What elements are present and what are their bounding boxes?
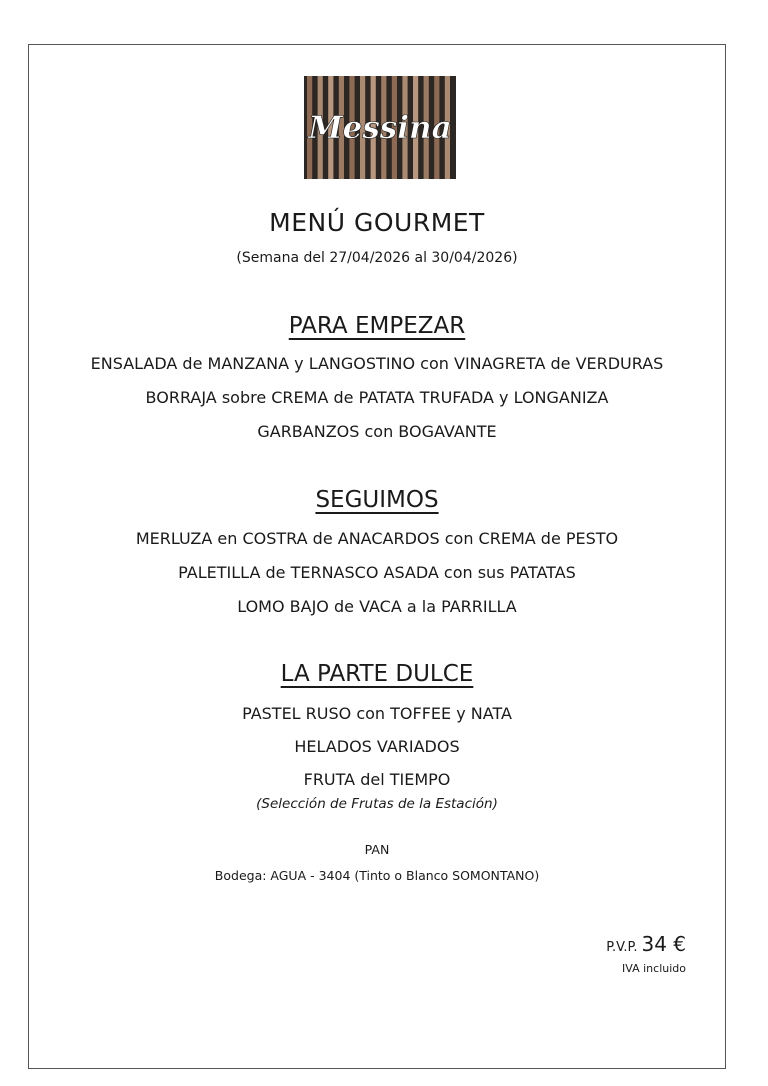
dish-item: MERLUZA en COSTRA de ANACARDOS con CREMA de PESTO [135, 529, 619, 548]
price-label: P.V.P. [606, 940, 638, 955]
dish-item: PASTEL RUSO con TOFFEE y NATA [242, 704, 512, 723]
dish-item: ENSALADA de MANZANA y LANGOSTINO con VINAGRETA de VERDURAS [90, 354, 664, 373]
menu-page-frame [28, 44, 726, 1069]
dish-note: (Selección de Frutas de la Estación) [256, 796, 498, 812]
vat-note: IVA incluido [622, 962, 686, 975]
menu-title: MENÚ GOURMET [269, 208, 485, 237]
section-heading-desserts: LA PARTE DULCE [280, 661, 474, 687]
dish-item: PALETILLA de TERNASCO ASADA con sus PATATAS [178, 563, 576, 582]
week-date-range: (Semana del 27/04/2026 al 30/04/2026) [236, 250, 518, 266]
dish-item: BORRAJA sobre CREMA de PATATA TRUFADA y LONGANIZA [145, 388, 609, 407]
messina-logo [304, 76, 456, 179]
drinks-line: Bodega: AGUA - 3404 (Tinto o Blanco SOMONTANO) [214, 868, 540, 883]
price-block [606, 932, 686, 975]
price-amount: 34 € [641, 932, 686, 956]
bread-line: PAN [364, 842, 390, 857]
price-line [606, 932, 686, 956]
dish-item: GARBANZOS con BOGAVANTE [257, 422, 497, 441]
dish-item: FRUTA del TIEMPO [303, 770, 451, 789]
section-heading-mains: SEGUIMOS [315, 487, 439, 513]
logo-wordmark: Messina [308, 110, 452, 146]
section-heading-starters: PARA EMPEZAR [288, 313, 466, 339]
dish-item: LOMO BAJO de VACA a la PARRILLA [237, 597, 517, 616]
dish-item: HELADOS VARIADOS [294, 737, 460, 756]
